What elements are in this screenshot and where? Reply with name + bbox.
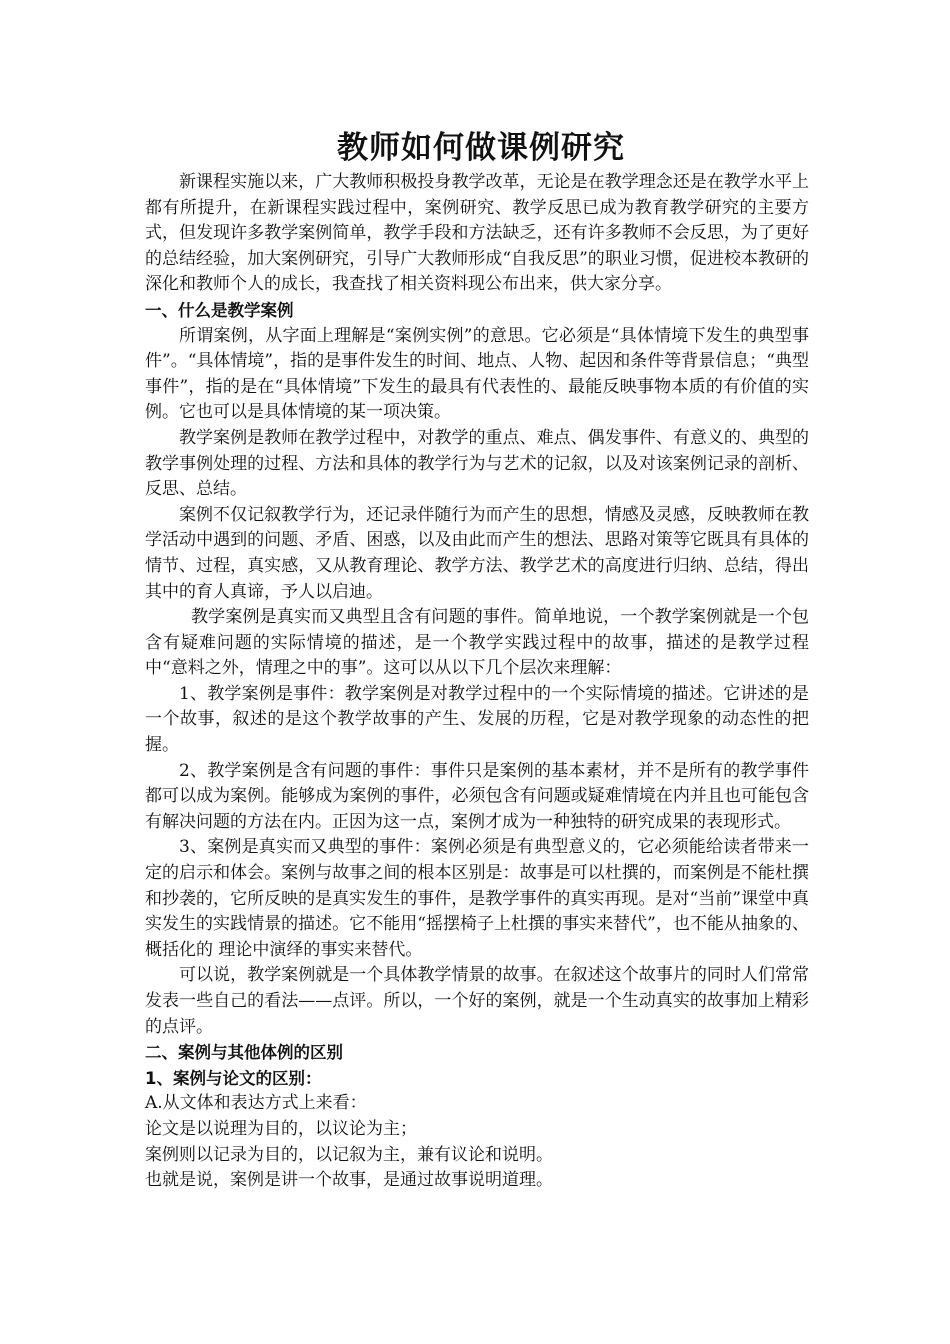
paragraph: 可以说，教学案例就是一个具体教学情景的故事。在叙述这个故事片的同时人们常常发表一些自己的看法——点评。所以，一个好的案例，就是一个生动真实的故事加上精彩的点评。 — [145, 965, 809, 1037]
text-line: 案例则以记录为目的，以记叙为主，兼有议论和说明。 — [145, 1144, 553, 1165]
text-line: A.从文体和表达方式上来看： — [145, 1093, 367, 1114]
paragraph: 教学案例是真实而又典型且含有问题的事件。简单地说，一个教学案例就是一个包含有疑难问题的实际情境的描述，是一个教学实践过程中的故事，描述的是教学过程中“意料之外，情理之中的事”。这可以从以下几个层次来理解： — [145, 607, 809, 679]
text-line: 论文是以说理为目的，以议论为主； — [145, 1118, 417, 1139]
document-page — [145, 126, 809, 1194]
subsection-heading: 1、案例与论文的区别： — [145, 1068, 322, 1088]
paragraph: 教学案例是教师在教学过程中，对教学的重点、难点、偶发事件、有意义的、典型的教学事例处理的过程、方法和具体的教学行为与艺术的记叙，以及对该案例记录的剖析、反思、总结。 — [145, 427, 809, 500]
intro-paragraph: 新课程实施以来，广大教师积极投身教学改革，无论是在教学理念还是在教学水平上都有所提升，在新课程实践过程中，案例研究、教学反思已成为教育教学研究的主要方式，但发现许多教学案例简单，教学手段和方法缺乏，还有许多教师不会反思，为了更好的总结经验，加大案例研究，引导广大教师形成“自我反思”的职业习惯，促进校本教研的深化和教师个人的成长，我查找了相关资料现公布出来，供大家分享。 — [145, 172, 809, 295]
paragraph: 所谓案例，从字面上理解是“案例实例”的意思。它必须是“具体情境下发生的典型事件”。“具体情境”，指的是事件发生的时间、地点、人物、起因和条件等背景信息；“典型事件”，指的是在“具体情境”下发生的最具有代表性的、最能反映事物本质的有价值的实例。它也可以是具体情境的某一项决策。 — [145, 325, 809, 423]
text-line: 也就是说，案例是讲一个故事，是通过故事说明道理。 — [145, 1170, 553, 1191]
section-heading-1: 一、什么是教学案例 — [145, 300, 294, 320]
section-heading-2: 二、案例与其他体例的区别 — [145, 1043, 343, 1063]
document-title: 教师如何做课例研究 — [337, 130, 625, 166]
paragraph: 2、教学案例是含有问题的事件：事件只是案例的基本素材，并不是所有的教学事件都可以成为案例。能够成为案例的事件，必须包含有问题或疑难情境在内并且也可能包含有解决问题的方法在内。正因为这一点，案例才成为一种独特的研究成果的表现形式。 — [145, 760, 809, 832]
paragraph: 案例不仅记叙教学行为，还记录伴随行为而产生的思想，情感及灵感，反映教师在教学活动中遇到的问题、矛盾、困惑，以及由此而产生的想法、思路对策等它既具有具体的情节、过程，真实感，又从教育理论、教学方法、教学艺术的高度进行归纳、总结，得出其中的育人真谛，予人以启迪。 — [145, 504, 809, 602]
paragraph: 1、教学案例是事件：教学案例是对教学过程中的一个实际情境的描述。它讲述的是一个故事，叙述的是这个教学故事的产生、发展的历程，它是对教学现象的动态性的把握。 — [145, 683, 809, 756]
paragraph: 3、案例是真实而又典型的事件：案例必须是有典型意义的，它必须能给读者带来一定的启示和体会。案例与故事之间的根本区别是：故事是可以杜撰的，而案例是不能杜撰和抄袭的，它所反映的是真实发生的事件，是教学事件的真实再现。是对“当前”课堂中真实发生的实践情景的描述。它不能用“摇摆椅子上杜撰的事实来替代”，也不能从抽象的、概括化的 理论中演绎的事实来替代。 — [145, 837, 809, 960]
